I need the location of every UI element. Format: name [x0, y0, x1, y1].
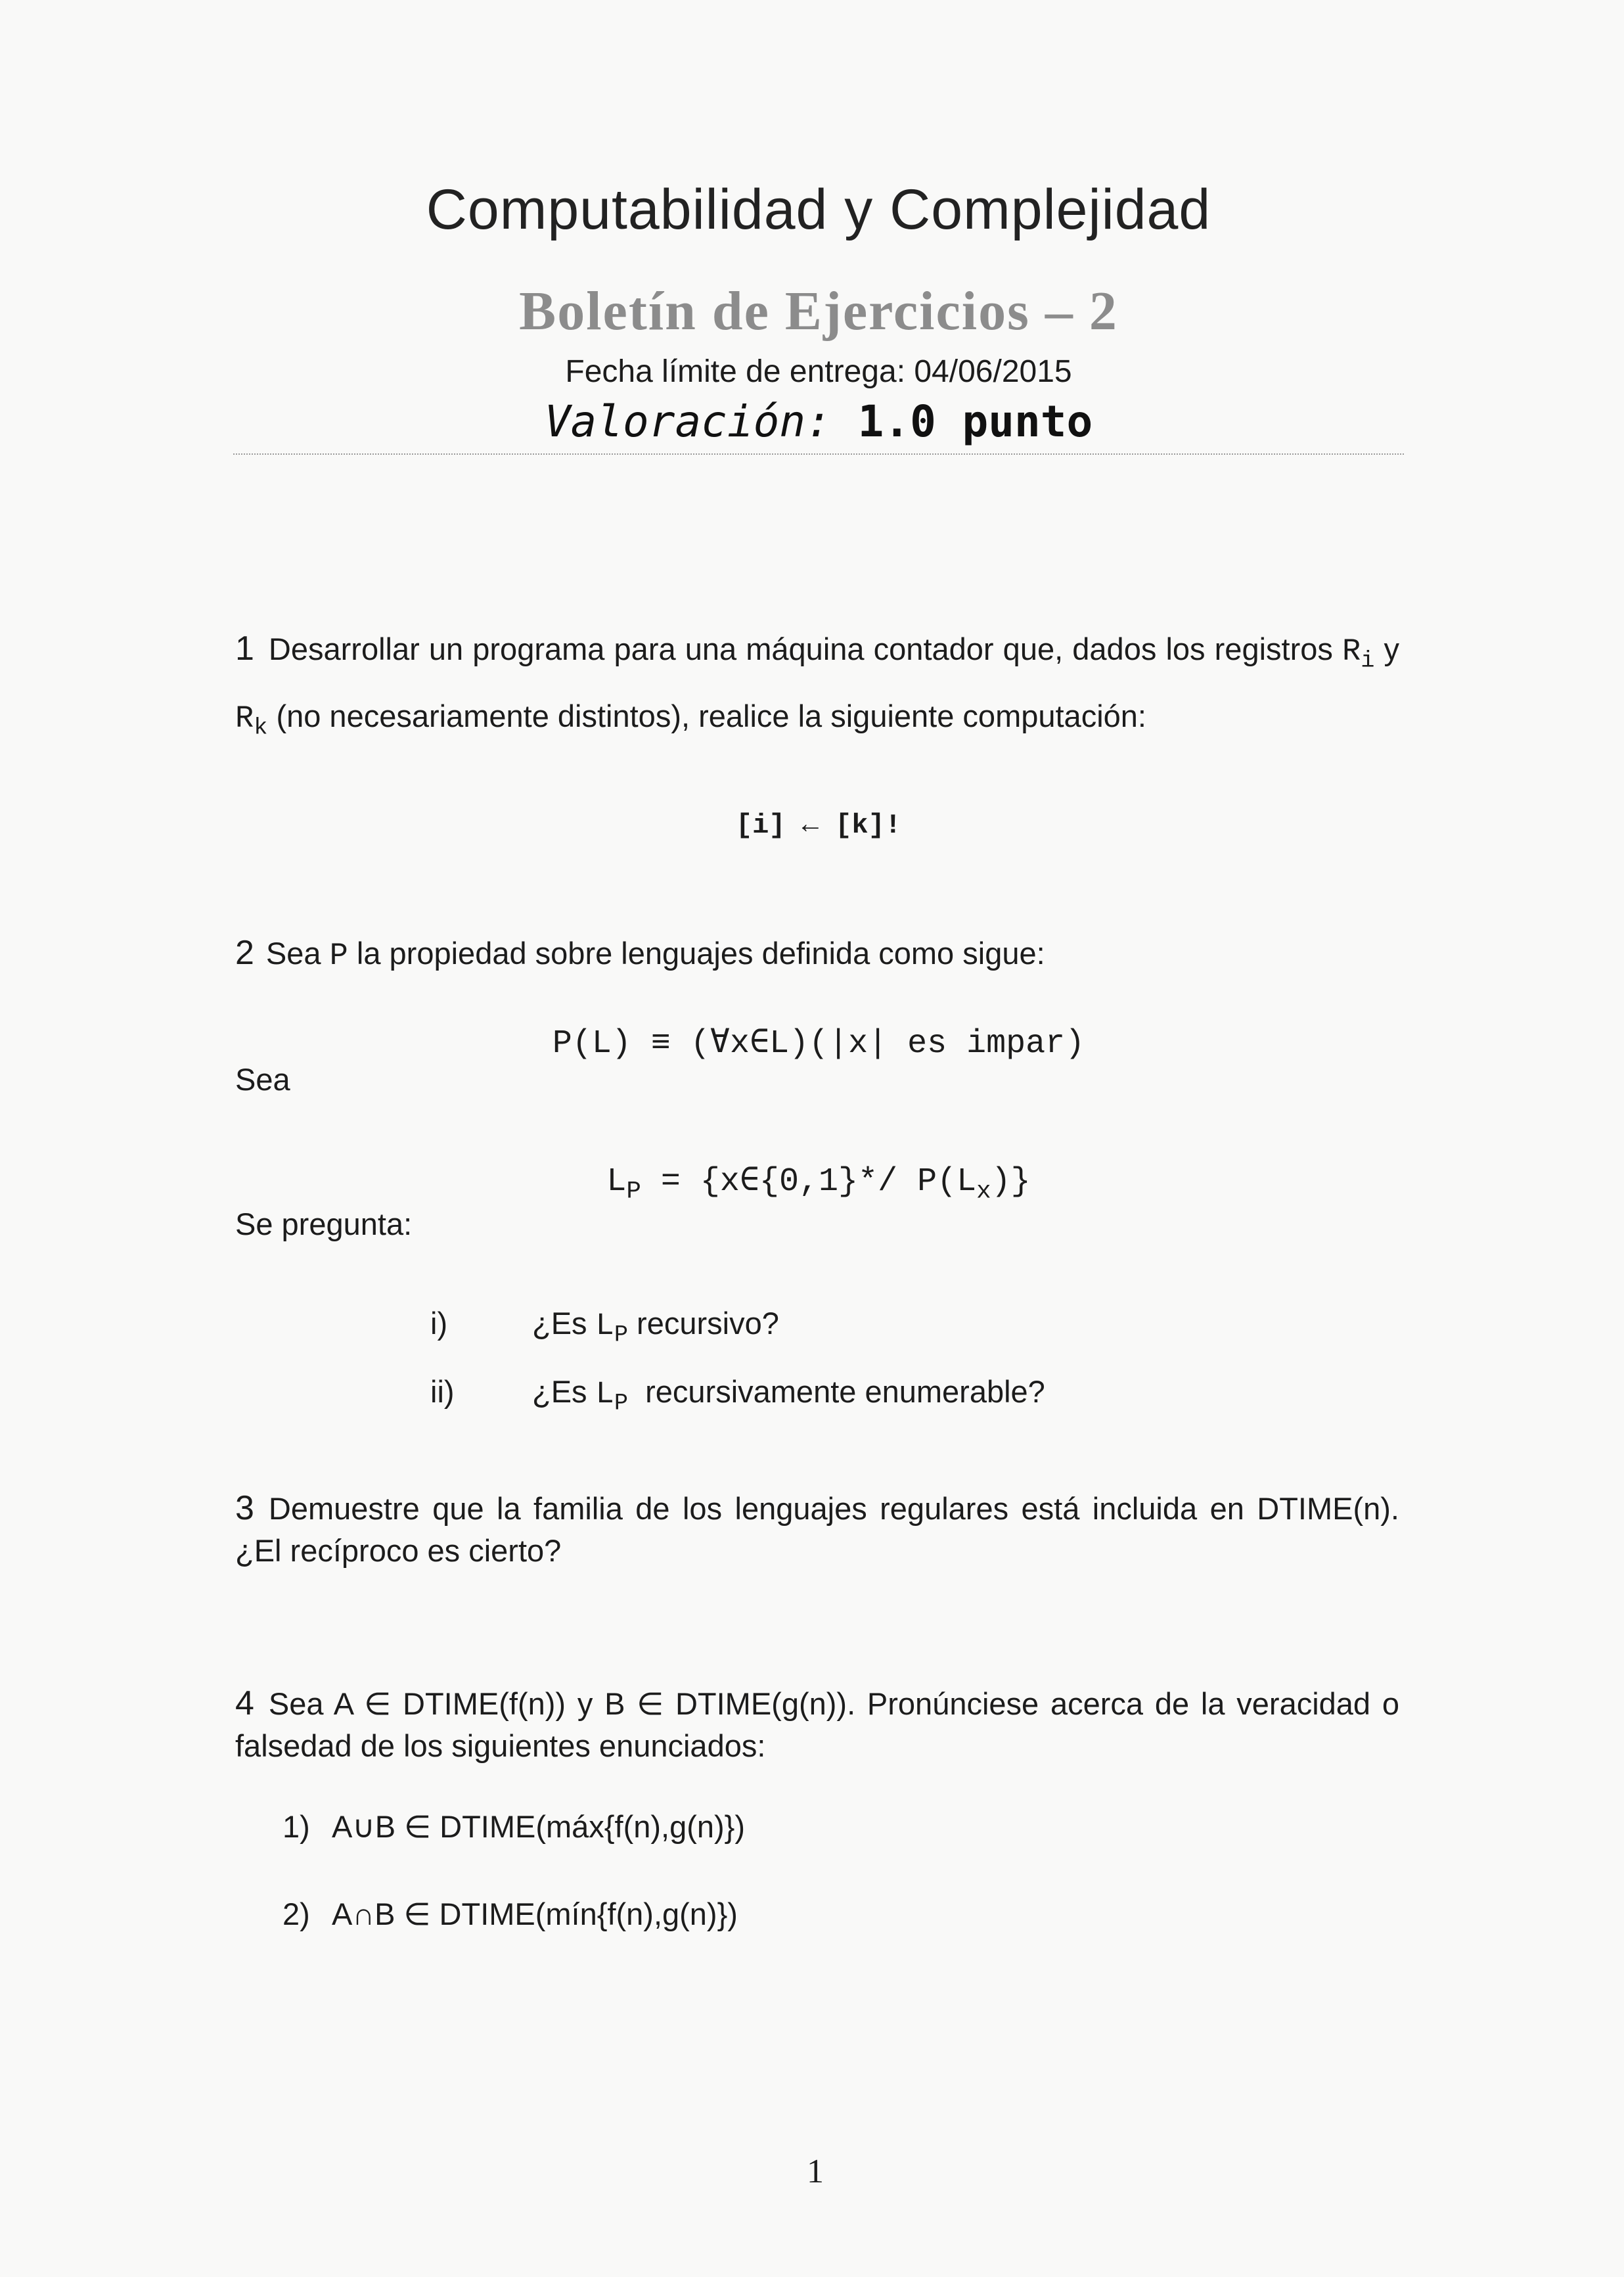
sea-label: Sea [235, 1062, 290, 1097]
question-2-sub: P [614, 1390, 628, 1417]
statement-1-text: A∪B ∈ DTIME(máx{f(n),g(n)}) [332, 1809, 745, 1844]
language-lp-formula [0, 1160, 1624, 1205]
question-1-pre: ¿Es [532, 1306, 596, 1341]
register-rk [235, 701, 268, 741]
exercise-4-number: 4 [235, 1684, 254, 1722]
statement-1-label: 1) [282, 1809, 310, 1844]
lp-sub: P [626, 1178, 641, 1206]
valuation-value: 1.0 punto [857, 396, 1093, 447]
exercise-4-body: Sea A ∈ DTIME(f(n)) y B ∈ DTIME(g(n)). Pronúnciese acerca de la veracidad o falsedad de los siguientes enunciados: [235, 1686, 1399, 1763]
course-title: Computabilidad y Complejidad [426, 178, 1211, 241]
question-2-pre: ¿Es [532, 1374, 596, 1409]
question-2-symbol: L [595, 1377, 614, 1412]
conjunction: y [1384, 632, 1399, 666]
question-1-text [532, 1305, 779, 1348]
property-formula: P(L) ≡ (∀x∈L)(|x| es impar) [552, 1025, 1085, 1063]
question-2-label: ii) [430, 1374, 455, 1409]
register-rk-base: R [235, 701, 254, 737]
statement-2-text: A∩B ∈ DTIME(mín{f(n),g(n)}) [332, 1897, 738, 1931]
question-1-sub: P [614, 1322, 628, 1348]
header-divider [233, 453, 1404, 455]
question-1-post: recursivo? [628, 1306, 779, 1341]
exercise-1-text-a: Desarrollar un programa para una máquina contador que, dados los registros [268, 632, 1333, 666]
exercise-3-text [235, 1487, 1399, 1572]
lp-definition: = {x∈{0,1}*/ P(L [641, 1163, 977, 1201]
exercise-4-text [235, 1682, 1399, 1767]
register-ri [1342, 635, 1375, 674]
exercise-3-number: 3 [235, 1489, 254, 1527]
exercise-1-number: 1 [235, 630, 254, 668]
exercise-2-intro-b: la propiedad sobre lenguajes definida como sigue: [356, 936, 1045, 971]
exercise-1-text [235, 621, 1399, 755]
page-number: 1 [807, 2153, 824, 2190]
exercise-3-body: Demuestre que la familia de los lenguajes regulares está incluida en DTIME(n). ¿El recíproco es cierto? [235, 1491, 1399, 1568]
valuation-label: Valoración: [544, 396, 832, 447]
question-1-label: i) [430, 1306, 448, 1341]
exercise-2-intro-a: Sea [265, 936, 321, 971]
exercise-1-text-b: (no necesariamente distintos), realice la siguiente computación: [276, 698, 1146, 733]
valuation-line [0, 396, 1624, 447]
question-2-post: recursivamente enumerable? [628, 1374, 1045, 1409]
question-1-symbol: L [595, 1309, 614, 1344]
register-ri-sub: i [1361, 647, 1375, 674]
property-symbol: P [329, 939, 348, 974]
lp-symbol: L [606, 1163, 627, 1201]
statement-2-label: 2) [282, 1897, 310, 1931]
sheet-subtitle: Boletín de Ejercicios – 2 [519, 281, 1118, 342]
exercise-2-intro [235, 933, 1045, 974]
exercise-1-formula: [i] ← [k]! [735, 810, 902, 841]
deadline-line: Fecha límite de entrega: 04/06/2015 [565, 354, 1072, 389]
exercise-2-number: 2 [235, 934, 254, 972]
register-ri-base: R [1342, 635, 1361, 670]
lp-close: )} [991, 1163, 1031, 1201]
question-2-text [532, 1373, 1045, 1417]
register-rk-sub: k [254, 714, 268, 741]
lx-sub: x [976, 1178, 991, 1206]
question-intro: Se pregunta: [235, 1207, 413, 1241]
